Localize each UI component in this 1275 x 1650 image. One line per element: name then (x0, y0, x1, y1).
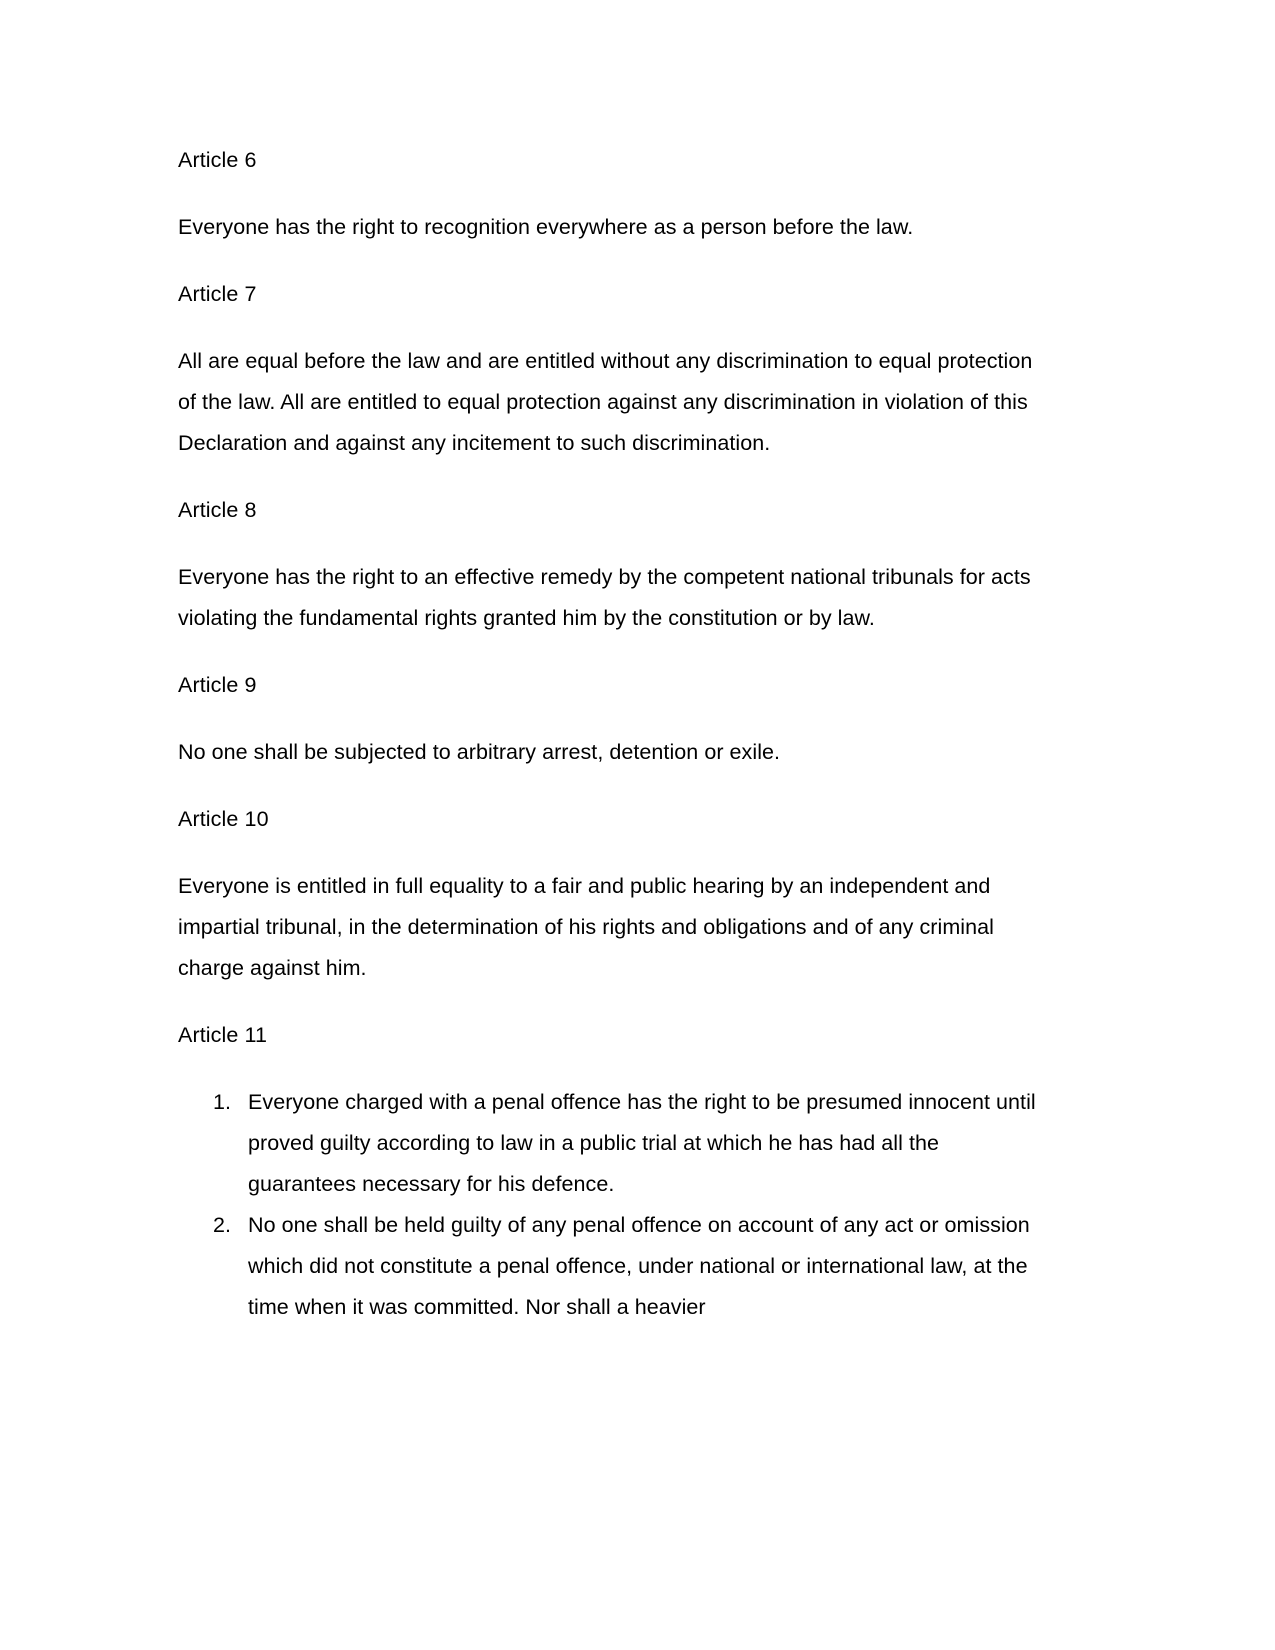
article-8-heading: Article 8 (178, 498, 257, 522)
article-11-ordered-list (178, 1082, 1038, 1328)
article-9-heading: Article 9 (178, 673, 257, 697)
list-item-marker: 1. (213, 1090, 232, 1114)
list-item-marker: 2. (213, 1213, 232, 1237)
article-8-paragraph: Everyone has the right to an effective remedy by the competent national tribunals for acts violating the fundamental rights granted him by the constitution or by law. (178, 565, 1031, 630)
list-item (178, 1205, 1038, 1328)
article-6-heading: Article 6 (178, 148, 257, 172)
article-7-paragraph: All are equal before the law and are entitled without any discrimination to equal protection of the law. All are entitled to equal protection against any discrimination in violation of this Declaration and against any incitement to such discrimination. (178, 349, 1033, 455)
article-10-heading: Article 10 (178, 807, 269, 831)
document-body (178, 140, 1038, 1328)
list-item-text: Everyone charged with a penal offence has the right to be presumed innocent until proved guilty according to law in a public trial at which he has had all the guarantees necessary for his defence. (248, 1090, 1036, 1196)
article-10-paragraph: Everyone is entitled in full equality to a fair and public hearing by an independent and impartial tribunal, in the determination of his rights and obligations and of any criminal charge against him. (178, 874, 994, 980)
list-item (178, 1082, 1038, 1205)
article-11-heading: Article 11 (178, 1023, 268, 1047)
list-item-text: No one shall be held guilty of any penal offence on account of any act or omission which did not constitute a penal offence, under national or international law, at the time when it was committed. Nor shall a heavier (248, 1213, 1030, 1319)
article-9-paragraph: No one shall be subjected to arbitrary arrest, detention or exile. (178, 740, 781, 764)
article-7-heading: Article 7 (178, 282, 257, 306)
article-6-paragraph: Everyone has the right to recognition everywhere as a person before the law. (178, 215, 914, 239)
